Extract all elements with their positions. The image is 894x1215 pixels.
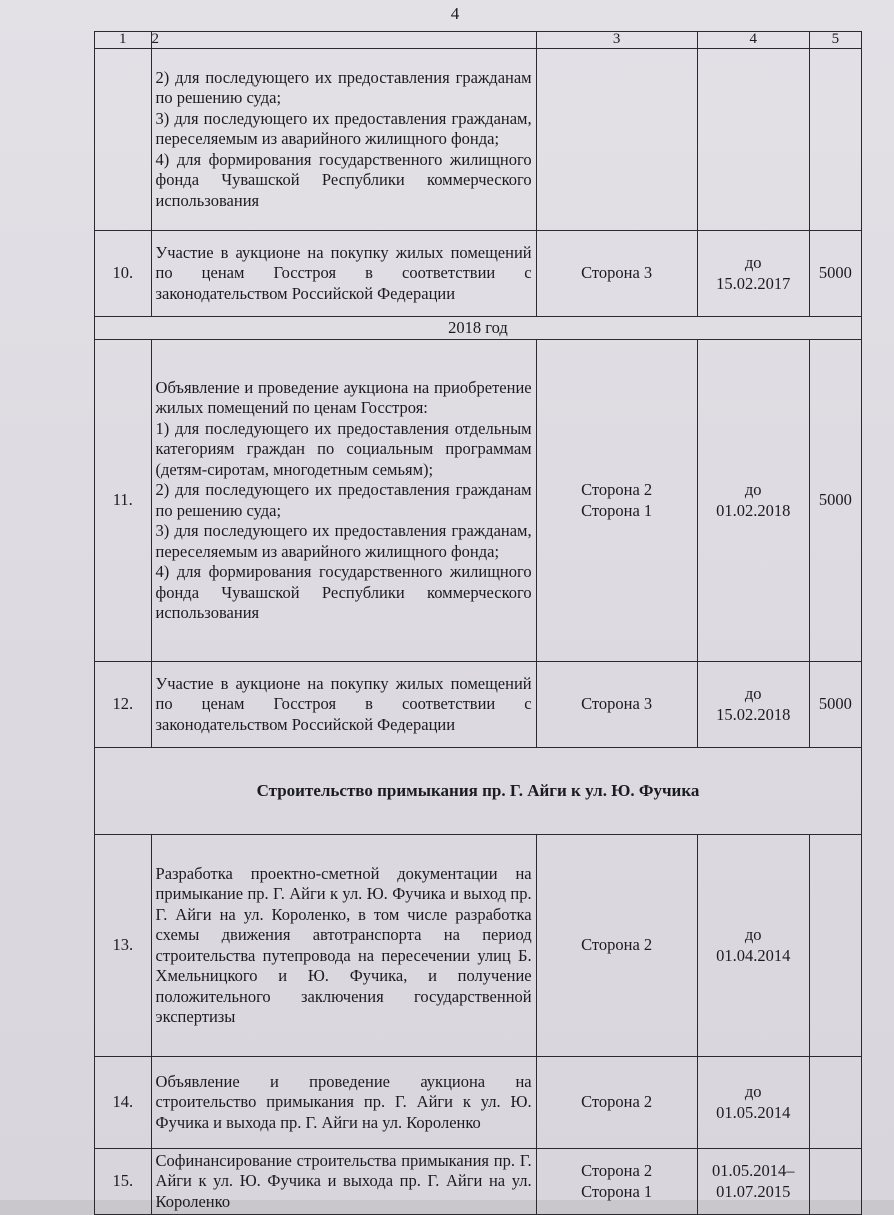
responsible-party: [536, 49, 697, 231]
table-row: [95, 1149, 862, 1215]
activity-description: Участие в аукционе на покупку жилых помещений по ценам Госстроя в соответствии с законодательством Российской Федерации: [151, 231, 536, 317]
deadline: до 15.02.2018: [697, 662, 809, 748]
table-row: [95, 835, 862, 1057]
activity-description: Софинансирование строительства примыкания пр. Г. Айги к ул. Ю. Фучика и выхода пр. Г. Айги на ул. Короленко: [151, 1149, 536, 1215]
amount: 5000: [809, 340, 861, 662]
activity-description: 2) для последующего их предоставления гражданам по решению суда; 3) для последующего их предоставления гражданам, переселяемым из аварийного жилищного фонда; 4) для формирования государственного жилищного фонда Чувашской Республики коммерческого использования: [151, 49, 536, 231]
deadline: до 15.02.2017: [697, 231, 809, 317]
amount: 5000: [809, 662, 861, 748]
table-row: [95, 1057, 862, 1149]
amount: [809, 49, 861, 231]
column-header-number: 1: [95, 32, 152, 49]
column-header-row: [95, 32, 862, 49]
row-number: 11.: [95, 340, 152, 662]
column-header-amount: 5: [809, 32, 861, 49]
row-number: 12.: [95, 662, 152, 748]
deadline: [697, 49, 809, 231]
amount: [809, 835, 861, 1057]
year-row: [95, 317, 862, 340]
activity-description: Объявление и проведение аукциона на строительство примыкания пр. Г. Айги к ул. Ю. Фучика и выхода пр. Г. Айги на ул. Короленко: [151, 1057, 536, 1149]
row-number: 14.: [95, 1057, 152, 1149]
section-title: Строительство примыкания пр. Г. Айги к ул. Ю. Фучика: [95, 748, 862, 835]
row-number: 10.: [95, 231, 152, 317]
deadline: до 01.05.2014: [697, 1057, 809, 1149]
table-row: [95, 340, 862, 662]
activity-description: Участие в аукционе на покупку жилых помещений по ценам Госстроя в соответствии с законодательством Российской Федерации: [151, 662, 536, 748]
activity-description: Разработка проектно-сметной документации на примыкание пр. Г. Айги к ул. Ю. Фучика и выход пр. Г. Айги на ул. Короленко, в том числе разработка схемы движения автотранспорта на период строительства путепровода на пересечении улиц Б. Хмельницкого и Ю. Фучика, и получение положительного заключения государственной экспертизы: [151, 835, 536, 1057]
row-number: 13.: [95, 835, 152, 1057]
page-number: 4: [450, 4, 460, 23]
deadline: до 01.02.2018: [697, 340, 809, 662]
responsible-party: Сторона 2: [536, 1057, 697, 1149]
activity-plan-table: [94, 31, 862, 1215]
row-number: 15.: [95, 1149, 152, 1215]
responsible-party: Сторона 2: [536, 835, 697, 1057]
column-header-activity: 2: [151, 32, 536, 49]
activity-description: Объявление и проведение аукциона на приобретение жилых помещений по ценам Госстроя: 1) для последующего их предоставления отдельным категориям граждан по социальным программам (детям-сиротам, многодетным семьям); 2) для последующего их предоставления гражданам по решению суда; 3) для последующего их предоставления гражданам, переселяемым из аварийного жилищного фонда; 4) для формирования государственного жилищного фонда Чувашской Республики коммерческого использования: [151, 340, 536, 662]
table-row: [95, 662, 862, 748]
column-header-term: 4: [697, 32, 809, 49]
section-row: [95, 748, 862, 835]
responsible-party: Сторона 3: [536, 662, 697, 748]
responsible-party: Сторона 2 Сторона 1: [536, 1149, 697, 1215]
responsible-party: Сторона 3: [536, 231, 697, 317]
deadline: до 01.04.2014: [697, 835, 809, 1057]
amount: 5000: [809, 231, 861, 317]
row-number: [95, 49, 152, 231]
column-header-party: 3: [536, 32, 697, 49]
responsible-party: Сторона 2 Сторона 1: [536, 340, 697, 662]
amount: [809, 1057, 861, 1149]
amount: [809, 1149, 861, 1215]
deadline: 01.05.2014– 01.07.2015: [697, 1149, 809, 1215]
table-row: [95, 49, 862, 231]
table-row: [95, 231, 862, 317]
year-label: 2018 год: [95, 317, 862, 340]
